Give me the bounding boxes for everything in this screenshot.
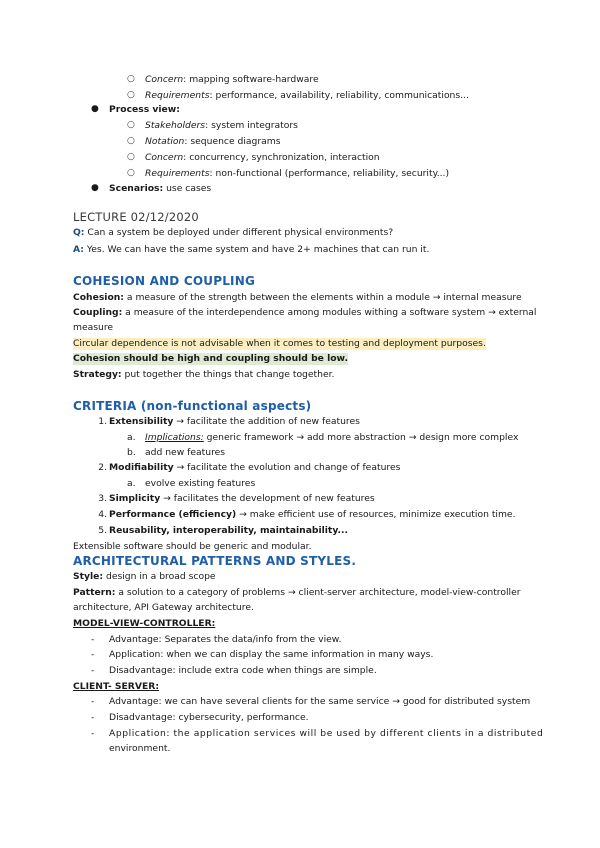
list-item: Requirements: performance, availability, reliability, communications... — [145, 90, 469, 101]
list-number: 4. — [98, 509, 107, 520]
scenarios-item: Scenarios: use cases — [109, 183, 212, 194]
list-letter: a. — [127, 432, 136, 443]
mvc-title: MODEL-VIEW-CONTROLLER: — [73, 618, 216, 629]
coupling-definition-cont: measure — [73, 322, 114, 333]
sub-bullet: ○ — [127, 90, 135, 100]
dash: - — [91, 634, 95, 645]
dash: - — [91, 712, 95, 723]
section-heading: CRITERIA (non-functional aspects) — [73, 399, 312, 413]
criteria-subitem: Implications: generic framework → add more abstraction → design more complex — [145, 432, 519, 443]
lecture-title: LECTURE 02/12/2020 — [73, 210, 199, 224]
list-letter: a. — [127, 478, 136, 489]
bullet: ● — [91, 183, 99, 193]
dash: - — [91, 696, 95, 707]
pattern-definition-cont: architecture, API Gateway architecture. — [73, 602, 254, 613]
criteria-item: Modifiability → facilitate the evolution and change of features — [109, 462, 401, 473]
list-item: Requirements: non-functional (performance, reliability, security...) — [145, 168, 450, 179]
list-item: Advantage: we can have several clients for the same service → good for distributed system — [109, 696, 531, 707]
sub-bullet: ○ — [127, 74, 135, 84]
highlight-rule: Cohesion should be high and coupling should be low. — [73, 353, 348, 364]
sub-bullet: ○ — [127, 152, 135, 162]
pattern-definition: Pattern: a solution to a category of problems → client-server architecture, model-view-controller — [73, 587, 521, 598]
list-number: 1. — [98, 416, 107, 427]
criteria-item: Reusability, interoperability, maintainability... — [109, 525, 348, 536]
list-item: Concern: concurrency, synchronization, interaction — [145, 152, 380, 163]
dash: - — [91, 728, 95, 739]
criteria-footer: Extensible software should be generic and modular. — [73, 541, 312, 552]
coupling-definition: Coupling: a measure of the interdependence among modules withing a software system → external — [73, 307, 537, 318]
sub-bullet: ○ — [127, 136, 135, 146]
list-item: Application: the application services will be used by different clients in a distributed — [109, 728, 544, 739]
list-number: 5. — [98, 525, 107, 536]
criteria-item: Simplicity → facilitates the development of new features — [109, 493, 375, 504]
list-letter: b. — [127, 447, 136, 458]
criteria-subitem: add new features — [145, 447, 226, 458]
list-item: Stakeholders: system integrators — [145, 120, 298, 131]
cohesion-definition: Cohesion: a measure of the strength between the elements within a module → internal measure — [73, 292, 522, 303]
criteria-subitem: evolve existing features — [145, 478, 256, 489]
list-number: 3. — [98, 493, 107, 504]
dash: - — [91, 665, 95, 676]
list-item: Notation: sequence diagrams — [145, 136, 281, 147]
criteria-item: Extensibility → facilitate the addition of new features — [109, 416, 360, 427]
dash: - — [91, 649, 95, 660]
criteria-item: Performance (efficiency) → make efficient use of resources, minimize execution time. — [109, 509, 516, 520]
section-heading: COHESION AND COUPLING — [73, 274, 255, 288]
style-definition: Style: design in a broad scope — [73, 571, 216, 582]
list-item: Advantage: Separates the data/info from the view. — [109, 634, 342, 645]
list-item-cont: environment. — [109, 743, 171, 754]
list-item: Disadvantage: include extra code when things are simple. — [109, 665, 377, 676]
list-item: Application: when we can display the same information in many ways. — [109, 649, 434, 660]
list-item: Concern: mapping software-hardware — [145, 74, 319, 85]
highlight-note: Circular dependence is not advisable when it comes to testing and deployment purposes. — [73, 338, 486, 349]
section-heading: ARCHITECTURAL PATTERNS AND STYLES. — [73, 554, 357, 568]
strategy: Strategy: put together the things that change together. — [73, 369, 335, 380]
sub-bullet: ○ — [127, 168, 135, 178]
sub-bullet: ○ — [127, 120, 135, 130]
answer: A: Yes. We can have the same system and have 2+ machines that can run it. — [73, 244, 430, 255]
list-number: 2. — [98, 462, 107, 473]
process-view-title: Process view: — [109, 104, 180, 115]
question: Q: Can a system be deployed under different physical environments? — [73, 227, 394, 238]
client-server-title: CLIENT- SERVER: — [73, 681, 160, 692]
bullet: ● — [91, 104, 99, 114]
list-item: Disadvantage: cybersecurity, performance. — [109, 712, 309, 723]
